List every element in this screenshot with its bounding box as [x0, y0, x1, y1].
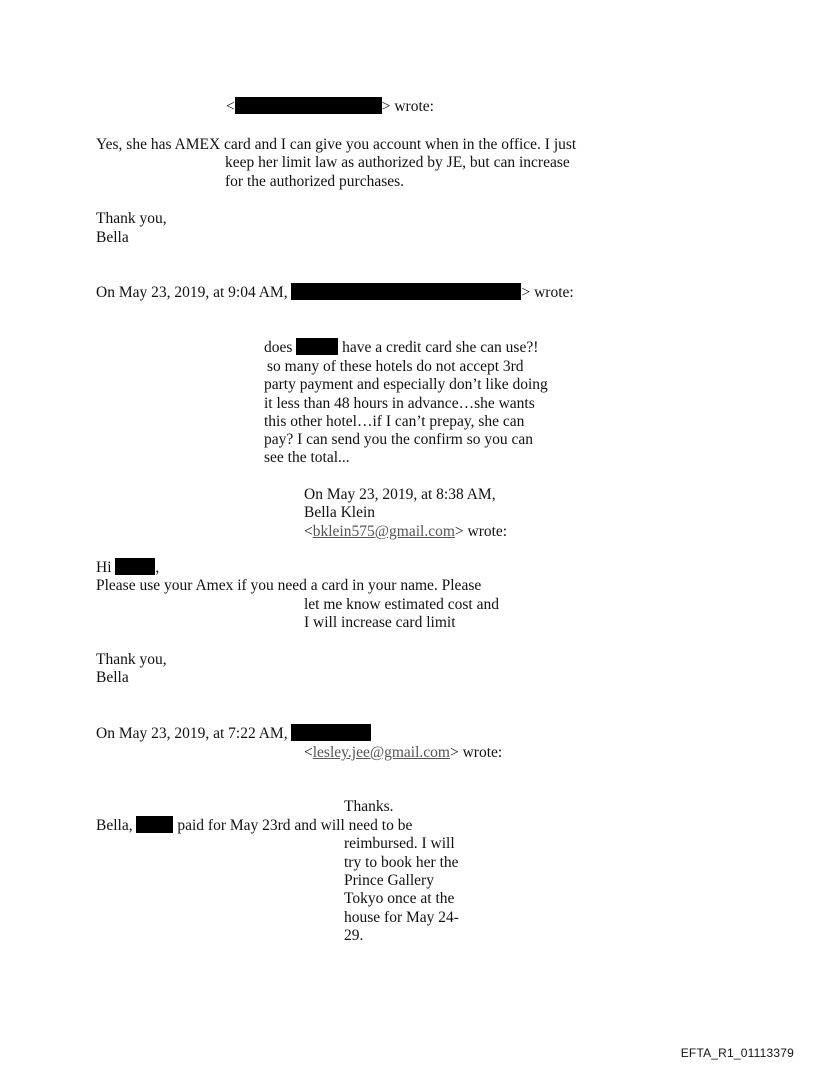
message-text: paid for May 23rd and will need to be — [177, 817, 413, 834]
email-link[interactable]: lesley.jee@gmail.com — [312, 744, 450, 761]
email-header-4 — [96, 724, 371, 743]
reply-body-line: for the authorized purchases. — [225, 173, 405, 190]
thanks-line: Thanks. — [344, 798, 394, 815]
redaction-block — [296, 338, 338, 355]
message-line: party payment and especially don’t like doing — [264, 376, 548, 393]
message-line: Tokyo once at the — [344, 890, 455, 907]
date-line: On May 23, 2019, at 7:22 AM, — [96, 725, 288, 742]
comma: , — [155, 559, 160, 576]
message-line: this other hotel…if I can’t prepay, she can — [264, 413, 525, 430]
message-line: Prince Gallery — [344, 872, 434, 889]
message-text: does — [264, 339, 293, 356]
reply-body-line: keep her limit law as authorized by JE, but can increase — [225, 154, 570, 171]
header-line: On May 23, 2019, at 8:38 AM, — [304, 486, 496, 503]
email-header-2 — [96, 283, 574, 302]
message-line — [264, 338, 538, 357]
date-line: On May 23, 2019, at 9:04 AM, — [96, 284, 288, 301]
message-line — [96, 816, 412, 835]
angle-bracket: < — [226, 98, 235, 115]
message-line: let me know estimated cost and — [304, 596, 499, 613]
document-id: EFTA_R1_01113379 — [680, 1046, 794, 1060]
greeting-line — [96, 558, 159, 577]
message-line: it less than 48 hours in advance…she wants — [264, 395, 535, 412]
sender-name: Bella Klein — [304, 504, 376, 521]
signature-name: Bella — [96, 229, 129, 246]
redaction-block — [291, 724, 371, 741]
reply-body-line: Yes, she has AMEX card and I can give you account when in the office. I just — [96, 136, 577, 153]
angle-bracket: < — [304, 523, 313, 540]
signature-name: Bella — [96, 669, 129, 686]
signoff-text: Thank you, — [96, 210, 167, 227]
sender-email-line — [304, 743, 502, 762]
wrote-text: > wrote: — [521, 284, 574, 301]
redaction-block — [136, 816, 173, 833]
message-line: reimbursed. I will — [344, 835, 455, 852]
message-line: so many of these hotels do not accept 3rd — [267, 358, 524, 375]
email-link[interactable]: bklein575@gmail.com — [312, 523, 455, 540]
redaction-block — [235, 97, 382, 114]
message-line: Please use your Amex if you need a card in your name. Please — [96, 577, 482, 594]
sender-email-line — [304, 522, 507, 541]
message-line: pay? I can send you the confirm so you can — [264, 431, 534, 448]
message-line: house for May 24- — [344, 909, 459, 926]
message-line: I will increase card limit — [304, 614, 456, 631]
angle-bracket: < — [304, 744, 313, 761]
redaction-block — [115, 558, 155, 575]
message-text: have a credit card she can use?! — [342, 339, 539, 356]
redaction-block — [291, 283, 521, 300]
message-line: 29. — [344, 927, 364, 944]
wrote-text: > wrote: — [449, 744, 503, 761]
message-line: try to book her the — [344, 854, 459, 871]
email-header-1 — [226, 97, 434, 116]
message-line: see the total... — [264, 449, 350, 466]
wrote-text: > wrote: — [454, 523, 508, 540]
signoff-text: Thank you, — [96, 651, 167, 668]
message-text: Bella, — [96, 817, 133, 834]
greeting-text: Hi — [96, 559, 112, 576]
wrote-text: > wrote: — [381, 98, 434, 115]
